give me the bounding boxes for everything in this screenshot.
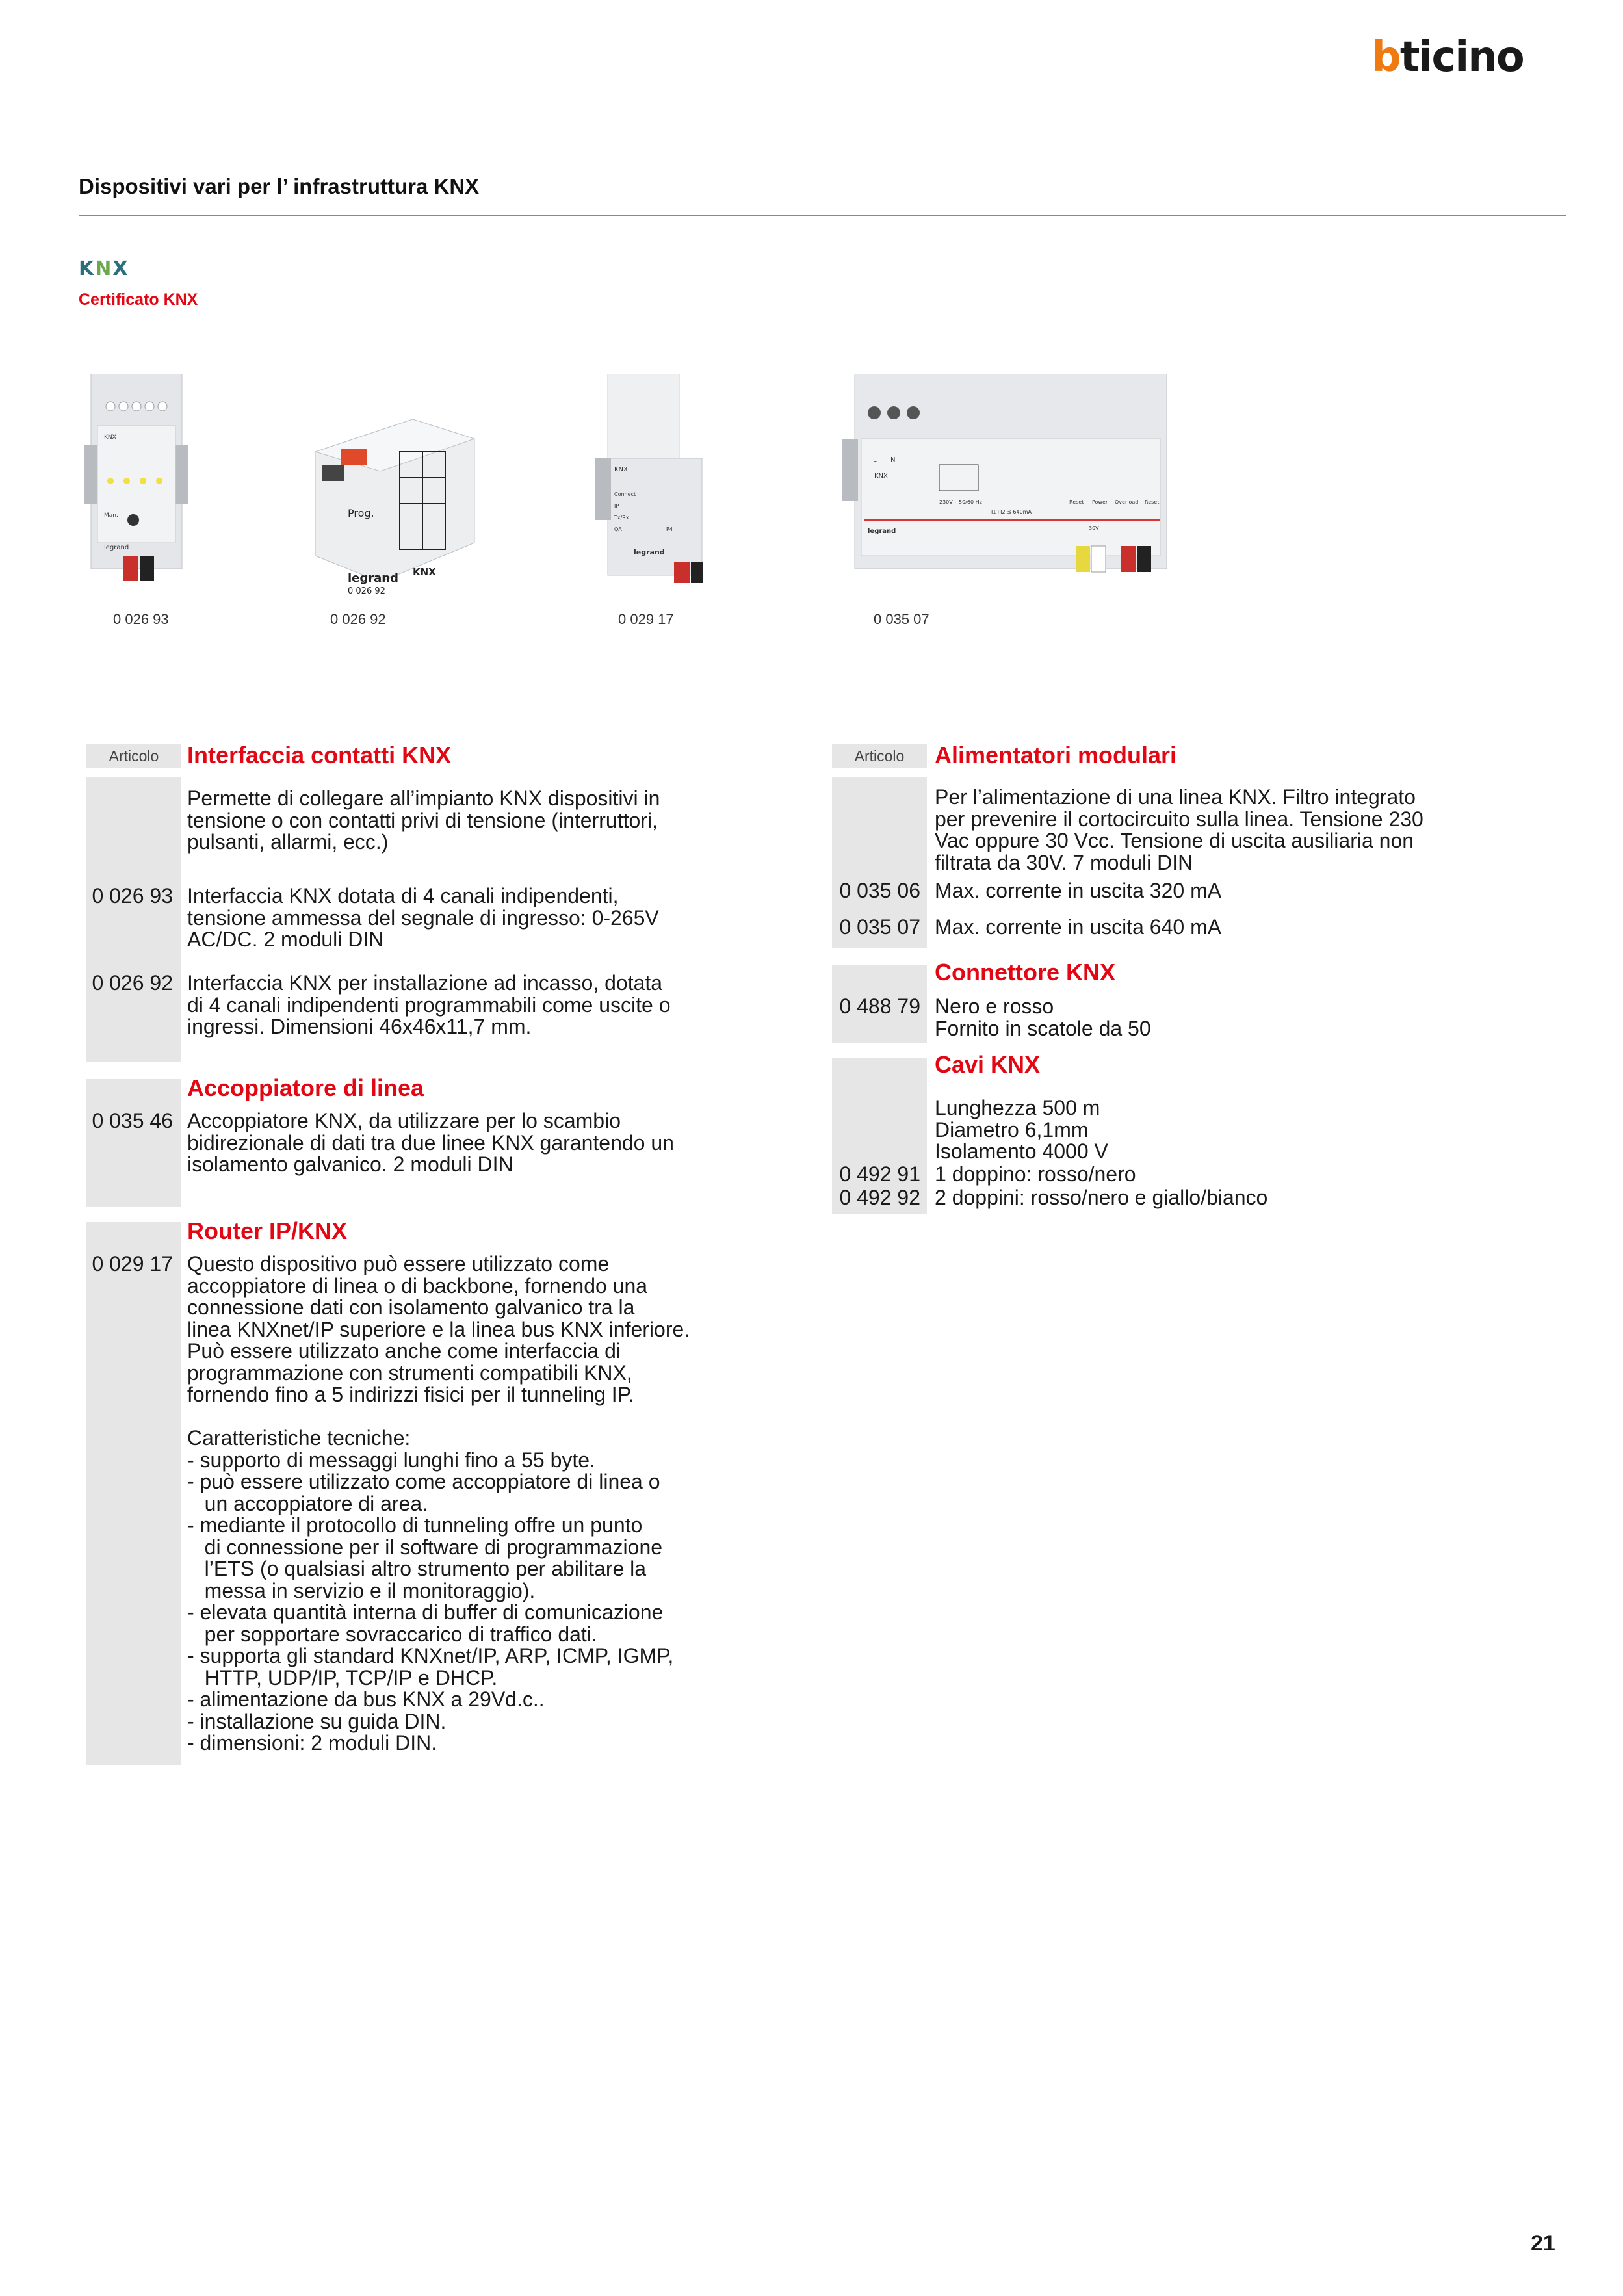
p3-led-connect: Connect bbox=[614, 491, 636, 497]
article-description: Nero e rosso Fornito in scatole da 50 bbox=[935, 995, 1151, 1040]
p4-reset2-label: Reset bbox=[1145, 499, 1160, 505]
interfaccia-intro: Permette di collegare all’impianto KNX dispositivi in tensione o con contatti privi di tensione (interruttori, pulsanti, allarmi, ecc.) bbox=[187, 787, 660, 854]
article-description: Interfaccia KNX per installazione ad incasso, dotata di 4 canali indipendenti programmabili come uscite o ingressi. Dimensioni 46x46x11,7 mm. bbox=[187, 971, 671, 1038]
articolo-label-right: Articolo bbox=[832, 744, 927, 768]
section-title-router: Router IP/KNX bbox=[187, 1218, 348, 1244]
p2-knx-label: KNX bbox=[413, 566, 436, 578]
product-code: 0 035 07 bbox=[874, 611, 929, 627]
code-column-interfaccia bbox=[86, 777, 181, 1062]
article-code: 0 035 06 bbox=[839, 879, 920, 902]
p4-overload-label: Overload bbox=[1115, 499, 1139, 505]
p4-reset-label: Reset bbox=[1069, 499, 1084, 505]
article-description: Interfaccia KNX dotata di 4 canali indipendenti, tensione ammessa del segnale di ingresso: 0-265V AC/DC. 2 moduli DIN bbox=[187, 884, 659, 951]
p4-label-l: L bbox=[873, 456, 877, 463]
article-description: 2 doppini: rosso/nero e giallo/bianco bbox=[935, 1186, 1268, 1209]
p4-label-n: N bbox=[890, 456, 896, 463]
article-code: 0 029 17 bbox=[92, 1252, 173, 1275]
article-description: 1 doppino: rosso/nero bbox=[935, 1162, 1136, 1186]
article-code: 0 026 92 bbox=[92, 971, 173, 995]
article-description: Accoppiatore KNX, da utilizzare per lo scambio bidirezionale di dati tra due linee KNX garantendo un isolamento galvanico. 2 moduli DIN bbox=[187, 1109, 674, 1176]
p2-prog-label: Prog. bbox=[348, 507, 374, 519]
p4-brand-label: legrand bbox=[868, 528, 896, 535]
brand-name-rest: ticino bbox=[1399, 33, 1524, 81]
p3-led-qa: QA bbox=[614, 527, 622, 532]
alimentatori-intro: Per l’alimentazione di una linea KNX. Filtro integrato per prevenire il cortocircuito sulla linea. Tensione 230 Vac oppure 30 Vcc. Tensione di uscita ausiliaria non filtrata da 30V. 7 moduli DIN bbox=[935, 785, 1423, 874]
product-image-002692 bbox=[309, 413, 481, 601]
article-code: 0 492 92 bbox=[839, 1186, 920, 1209]
article-code: 0 488 79 bbox=[839, 995, 920, 1018]
p3-brand-label: legrand bbox=[634, 548, 665, 556]
p3-led-p4: P4 bbox=[666, 527, 673, 532]
article-description: Questo dispositivo può essere utilizzato come accoppiatore di linea o di backbone, fornendo una connessione dati con isolamento galvanico tra la linea KNXnet/IP superiore e la linea bus KNX inferiore. Può essere utilizzato anche come interfaccia di programmazione con strumenti compatibili KNX, fornendo fino a 5 indirizzi fisici per il tunneling IP. Caratteristiche tecniche: - supporto di messaggi lunghi fino a 55 byte. - può essere utilizzato come accoppiatore di linea o un accoppiatore di area. - mediante il protocollo di tunneling offre un punto di connessione per il software di programmazione l’ETS (o qualsiasi altro strumento per abilitare la messa in servizio e il monitoraggio). - elevata quantità interna di buffer di comunicazione per sopportare sovraccarico di traffico dati. - supporta gli standard KNXnet/IP, ARP, ICMP, IGMP, HTTP, UDP/IP, TCP/IP e DHCP. - alimentazione da bus KNX a 29Vd.c.. - installazione su guida DIN. - dimensioni: 2 moduli DIN. bbox=[187, 1252, 690, 1755]
product-code: 0 029 17 bbox=[618, 611, 674, 627]
p4-knx-label: KNX bbox=[874, 473, 888, 480]
articolo-label-left: Articolo bbox=[86, 744, 181, 768]
p4-out-label: 30V bbox=[1089, 525, 1099, 531]
product-image-002693 bbox=[84, 374, 188, 595]
certification-label: Certificato KNX bbox=[79, 291, 198, 309]
section-title-interfaccia: Interfaccia contatti KNX bbox=[187, 742, 452, 768]
section-title-accoppiatore: Accoppiatore di linea bbox=[187, 1075, 424, 1101]
article-code: 0 026 93 bbox=[92, 884, 173, 907]
section-title-alimentatori: Alimentatori modulari bbox=[935, 742, 1177, 768]
cavi-intro: Lunghezza 500 m Diametro 6,1mm Isolamento 4000 V bbox=[935, 1096, 1108, 1163]
product-image-003507 bbox=[835, 374, 1173, 595]
page-title: Dispositivi vari per l’ infrastruttura KNX bbox=[79, 174, 480, 198]
code-column-router bbox=[86, 1222, 181, 1765]
p1-brand-label: legrand bbox=[104, 544, 129, 551]
section-title-cavi: Cavi KNX bbox=[935, 1051, 1041, 1078]
page-number: 21 bbox=[1531, 2231, 1555, 2256]
title-divider bbox=[79, 215, 1566, 216]
bticino-logo: bticino bbox=[1371, 33, 1524, 81]
knx-logo: KNX bbox=[79, 257, 129, 280]
p3-led-ip: IP bbox=[614, 503, 619, 509]
p2-brand-label: legrand bbox=[348, 571, 398, 585]
code-column-accoppiatore bbox=[86, 1079, 181, 1207]
product-image-002917 bbox=[595, 374, 705, 595]
p1-man-label: Man. bbox=[104, 512, 118, 519]
p3-led-txrx: Tx/Rx bbox=[614, 515, 629, 521]
article-description: Max. corrente in uscita 320 mA bbox=[935, 879, 1222, 902]
article-code: 0 035 46 bbox=[92, 1109, 173, 1132]
article-code: 0 492 91 bbox=[839, 1162, 920, 1186]
p4-power-label: Power bbox=[1092, 499, 1108, 505]
p2-code-label: 0 026 92 bbox=[348, 586, 385, 596]
p4-voltage-label: 230V~ 50/60 Hz bbox=[939, 499, 982, 505]
p3-knx-label: KNX bbox=[614, 466, 628, 473]
article-description: Max. corrente in uscita 640 mA bbox=[935, 915, 1222, 939]
product-code: 0 026 93 bbox=[113, 611, 169, 627]
product-code: 0 026 92 bbox=[330, 611, 386, 627]
p4-current-label: I1+I2 ≤ 640mA bbox=[991, 509, 1032, 515]
section-title-connettore: Connettore KNX bbox=[935, 959, 1115, 985]
p1-knx-label: KNX bbox=[104, 434, 116, 441]
article-code: 0 035 07 bbox=[839, 915, 920, 939]
